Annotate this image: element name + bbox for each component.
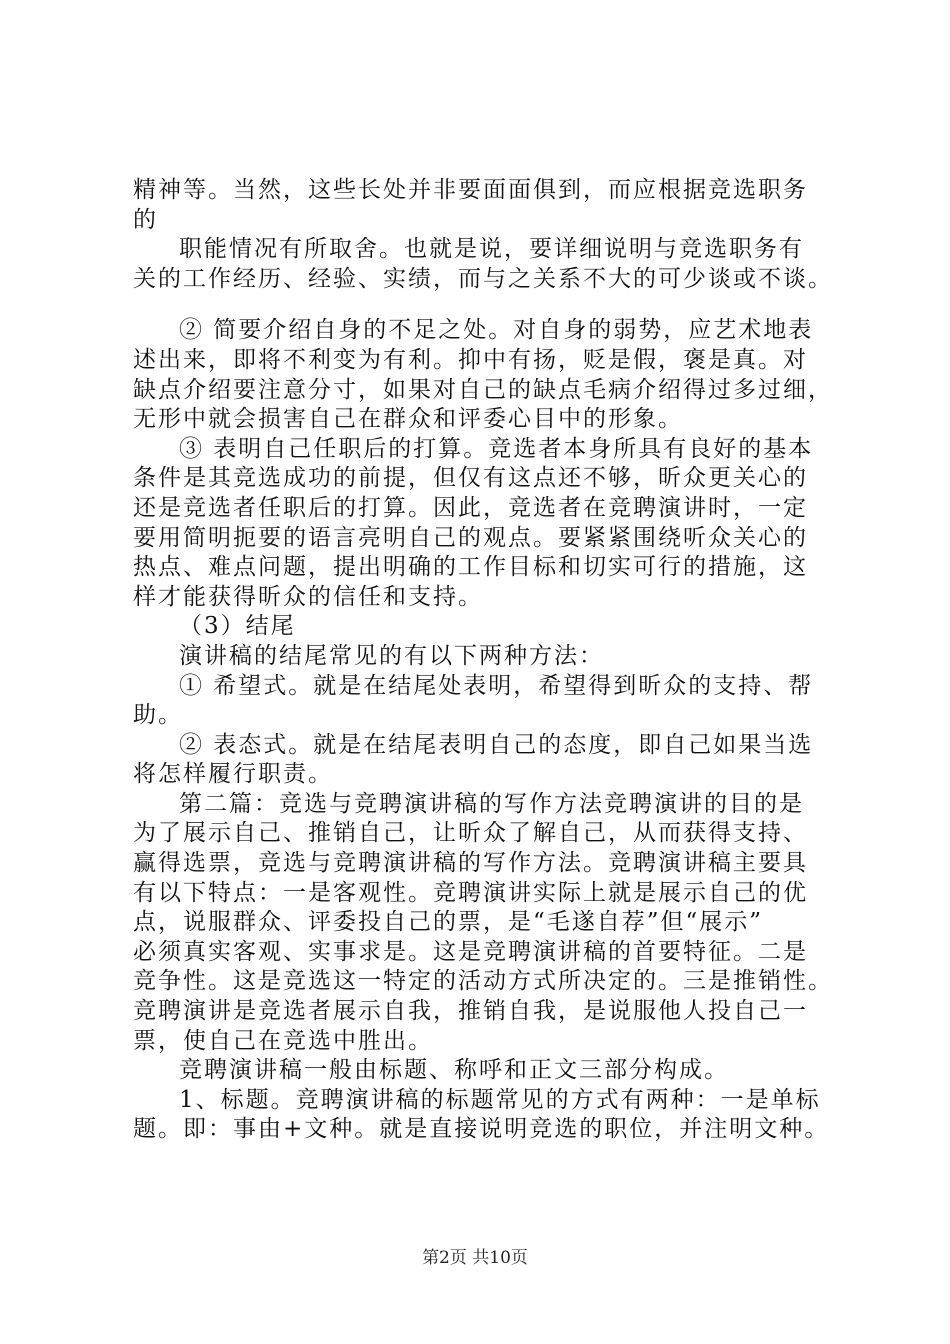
text-line: 关的工作经历、经验、实绩，而与之关系不大的可少谈或不谈。 <box>133 265 833 292</box>
text-line: 票，使自己在竞选中胜出。 <box>133 1027 433 1054</box>
text-line: 点，说服群众、评委投自己的票，是“毛遂自荐”但“展示” <box>133 909 764 936</box>
document-body <box>133 176 853 1145</box>
text-line: ② 表态式。就是在结尾表明自己的态度，即自己如果当选 <box>179 731 814 758</box>
text-line: 精神等。当然，这些长处并非要面面俱到，而应根据竞选职务 <box>133 177 808 203</box>
paragraph-gap <box>133 294 853 316</box>
text-line: 样才能获得昕众的信任和支持。 <box>133 583 483 610</box>
text-line: 必须真实客观、实事求是。这是竞聘演讲稿的首要特征。二是 <box>133 938 808 965</box>
text-line: 缺点介绍要注意分寸，如果对自己的缺点毛病介绍得过多过细， <box>133 376 833 403</box>
text-line: 演讲稿的结尾常见的有以下两种方法： <box>179 642 604 669</box>
text-line: ③ 表明自己任职后的打算。竞选者本身所具有良好的基本 <box>179 435 814 462</box>
text-line: 述出来，即将不利变为有利。抑中有扬，贬是假，褒是真。对 <box>133 346 808 373</box>
text-line: 为了展示自己、推销自己，让昕众了解自己，从而获得支持、 <box>133 820 808 847</box>
text-line: 要用简明扼要的语言亮明自己的观点。要紧紧围绕听众关心的 <box>133 524 808 551</box>
text-line: 赢得选票，竞选与竞聘演讲稿的写作方法。竞聘演讲稿主要具 <box>133 850 808 877</box>
section-heading: （3）结尾 <box>179 613 296 640</box>
text-line: 职能情况有所取舍。也就是说，要详细说明与竞选职务有 <box>179 236 804 263</box>
text-line: 有以下特点：一是客观性。竞聘演讲实际上就是展示自己的优 <box>133 879 808 906</box>
text-line: 条件是其竞选成功的前提，但仅有这点还不够，昕众更关心的 <box>133 465 808 492</box>
text-line: ② 简要介绍自身的不足之处。对自身的弱势，应艺术地表 <box>179 317 814 344</box>
text-line: ① 希望式。就是在结尾处表明，希望得到昕众的支持、帮 <box>179 672 814 699</box>
text-line: 热点、难点问题，提出明确的工作目标和切实可行的措施，这 <box>133 554 808 581</box>
text-line: 助。 <box>133 702 183 729</box>
text-line: 将怎样履行职责。 <box>133 761 333 788</box>
text-line: 的 <box>133 206 158 233</box>
text-line: 第二篇：竞选与竞聘演讲稿的写作方法竞聘演讲的目的是 <box>179 790 804 817</box>
page-number-footer: 第2页 共10页 <box>422 1248 528 1268</box>
text-line: 竞争性。这是竞选这一特定的活动方式所决定的。三是推销性。 <box>133 968 833 995</box>
text-line: 竞聘演讲稿一般由标题、称呼和正文三部分构成。 <box>179 1057 729 1084</box>
text-line: 竞聘演讲是竞选者展示自我，推销自我，是说服他人投自己一 <box>133 998 808 1025</box>
text-line: 1、标题。竞聘演讲稿的标题常见的方式有两种：一是单标 <box>179 1086 821 1113</box>
text-line: 无形中就会损害自己在群众和评委心目中的形象。 <box>133 406 683 433</box>
text-line: 题。即：事由+文种。就是直接说明竞选的职位，并注明文种。 <box>133 1116 830 1143</box>
text-line: 还是竞选者任职后的打算。因此，竞选者在竞聘演讲时，一定 <box>133 494 808 521</box>
